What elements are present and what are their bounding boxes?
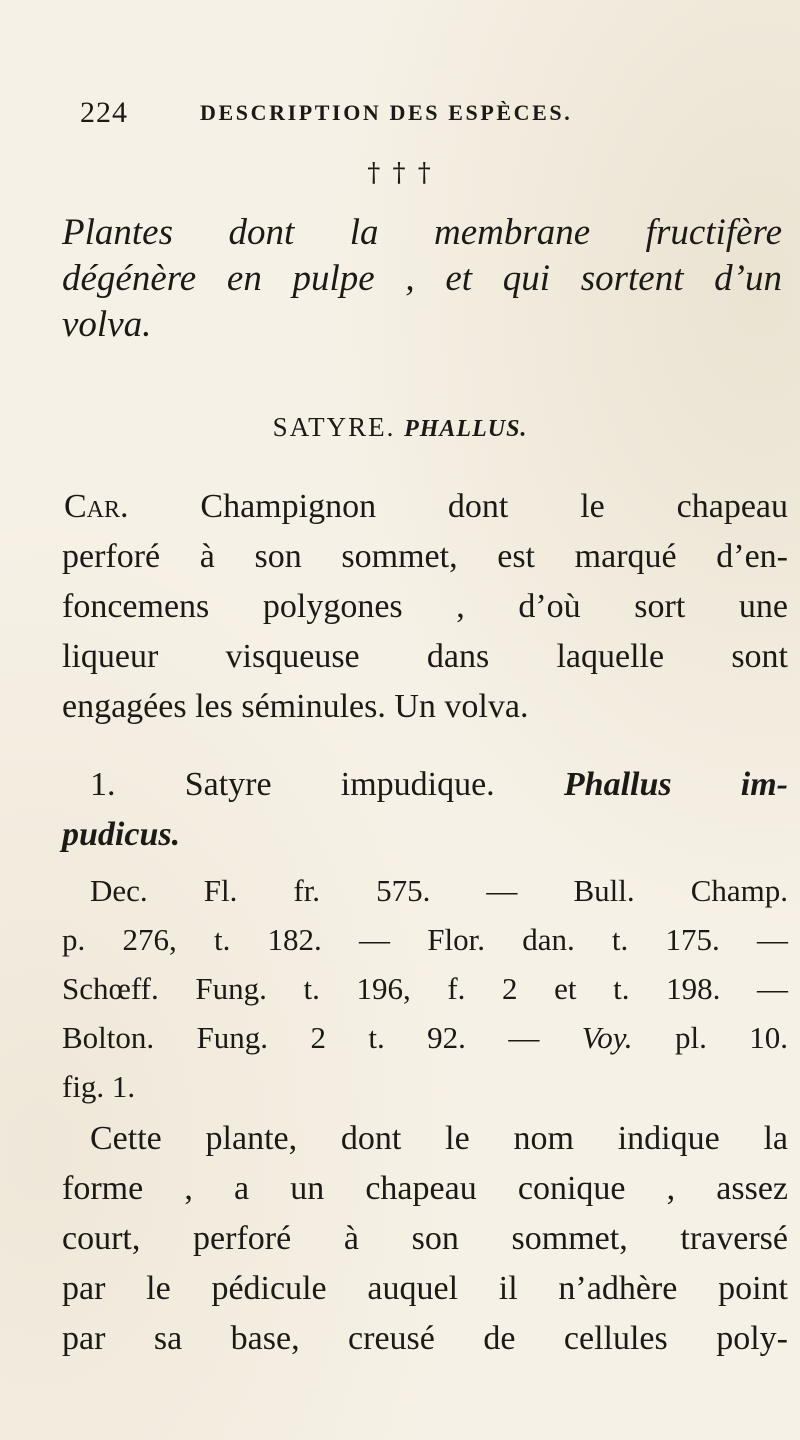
dagger-ornament: † † † [367,158,433,188]
reference-line: p. 276, t. 182. — Flor. dan. t. 175. — [62,922,788,957]
section-title-line: volva. [62,304,152,345]
reference-line: fig. 1. [62,1069,136,1104]
page-number: 224 [80,96,128,129]
characters-line [62,482,788,532]
references [62,866,788,1111]
genus-characters [62,482,788,732]
characters-label: Car. [64,488,129,525]
genus-name: SATYRE. [272,412,396,442]
reference-line [62,1013,788,1062]
characters-line: engagées les séminules. Un volva. [62,688,529,725]
species-number: 1. [90,766,116,803]
species-description [62,1114,788,1364]
running-head: DESCRIPTION DES ESPÈCES. [200,100,573,125]
characters-line: perforé à son sommet, est marqué d’en- [62,538,788,575]
species-french-name: Satyre impudique. [184,766,495,803]
characters-line: foncemens polygones , d’où sort une [62,588,788,625]
genus-heading [0,412,800,443]
reference-text: Bolton. Fung. 2 t. 92. — [62,1020,540,1055]
species-latin-name: Phallus im- [563,766,789,803]
reference-voy: Voy. [581,1020,633,1055]
genus-latin-name: PHALLUS. [404,416,528,442]
description-line: par sa base, creusé de cellules poly- [62,1320,788,1357]
section-title [62,210,782,348]
characters-text: Champignon dont le chapeau [200,488,789,525]
characters-line: liqueur visqueuse dans laquelle sont [62,638,788,675]
description-line: Cette plante, dont le nom indique la [90,1120,788,1157]
description-line: par le pédicule auquel il n’adhère point [62,1270,788,1307]
species-heading [62,760,788,860]
reference-line: Schœff. Fung. t. 196, f. 2 et t. 198. — [62,971,788,1006]
section-title-line: Plantes dont la membrane fructifère [62,212,782,253]
species-latin-name-cont: pudicus. [62,816,181,853]
species-line [62,760,788,810]
section-title-line: dégénère en pulpe , et qui sortent d’un [62,258,782,299]
description-line: court, perforé à son sommet, traversé [62,1220,788,1257]
description-line: forme , a un chapeau conique , assez [62,1170,788,1207]
reference-line: Dec. Fl. fr. 575. — Bull. Champ. [90,873,788,908]
page-header [80,96,780,136]
reference-text: pl. 10. [674,1020,789,1055]
